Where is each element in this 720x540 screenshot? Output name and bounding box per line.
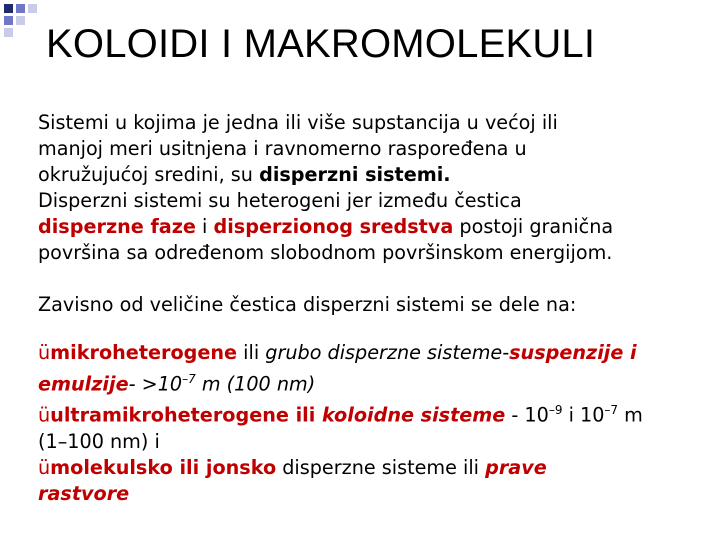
exponent: –9 [548, 403, 563, 418]
term-emulzije: emulzije [38, 372, 129, 396]
text-fragment: disperzne sisteme ili [276, 455, 486, 479]
list-item-molekulsko [38, 455, 708, 481]
term-mikroheterogene: mikroheterogene [50, 341, 238, 364]
square-decoration [4, 4, 13, 13]
checkmark-icon: ü [38, 403, 51, 427]
text-line: manjoj meri usitnjena i ravnomerno raspoređena u [38, 137, 527, 160]
checkmark-icon: ü [38, 341, 51, 364]
square-decoration [28, 4, 37, 13]
division-sentence: Zavisno od veličine čestica disperzni sistemi se dele na: [38, 293, 577, 316]
exponent: –7 [604, 403, 619, 418]
text-line: Disperzni sistemi su heterogeni jer između čestica [38, 189, 522, 212]
text-line [38, 214, 708, 240]
text-line: Sistemi u kojima je jedna ili više supstancija u većoj ili [38, 111, 558, 134]
term-koloidne-sisteme: koloidne sisteme [321, 403, 506, 427]
text-fragment: m (100 nm) [195, 372, 316, 396]
text-line [38, 162, 708, 188]
term-molekulsko-ili-jonsko: molekulsko ili jonsko [50, 455, 277, 479]
square-decoration [16, 4, 25, 13]
square-decoration [16, 16, 25, 25]
list-item-ultramikroheterogene [38, 397, 708, 428]
term-disperzionog-sredstva: disperzionog sredstva [213, 215, 454, 238]
text-line: površina sa određenom slobodnom površinskom energijom. [38, 241, 613, 264]
term-rastvore: rastvore [38, 481, 130, 505]
term-ultramikroheterogene: ultramikroheterogene ili [50, 403, 322, 427]
text-fragment: ili [237, 341, 266, 364]
term-disperzni-sistemi: disperzni sistemi [259, 163, 444, 186]
spacer [38, 266, 708, 292]
square-decoration [4, 28, 13, 37]
text-fragment: - 10 [505, 403, 549, 427]
text-line [38, 481, 708, 507]
list-item-mikroheterogene [38, 340, 708, 366]
text-fragment: - >10 [128, 372, 183, 396]
slide-body [38, 110, 708, 507]
classification-list [38, 340, 708, 507]
text-fragment: . [443, 163, 451, 186]
slide-title: KOLOIDI I MAKROMOLEKULI [46, 22, 596, 66]
term-disperzne-faze: disperzne faze [38, 215, 196, 238]
term-prave: prave [485, 455, 547, 479]
checkmark-icon: ü [38, 455, 51, 479]
text-fragment: i 10 [562, 403, 605, 427]
square-decoration [4, 16, 13, 25]
text-fragment: m [618, 403, 643, 427]
text-line: (1–100 nm) i [38, 429, 160, 453]
text-fragment: i [195, 215, 214, 238]
text-fragment: postoji granična [453, 215, 614, 238]
text-fragment: okružujućoj sredini, su [38, 163, 260, 186]
intro-paragraph [38, 110, 708, 266]
text-fragment: grubo disperzne sisteme- [265, 341, 510, 364]
exponent: –7 [182, 372, 196, 386]
spacer [38, 318, 708, 340]
term-suspenzije: suspenzije i [509, 341, 637, 364]
text-line [38, 366, 708, 397]
